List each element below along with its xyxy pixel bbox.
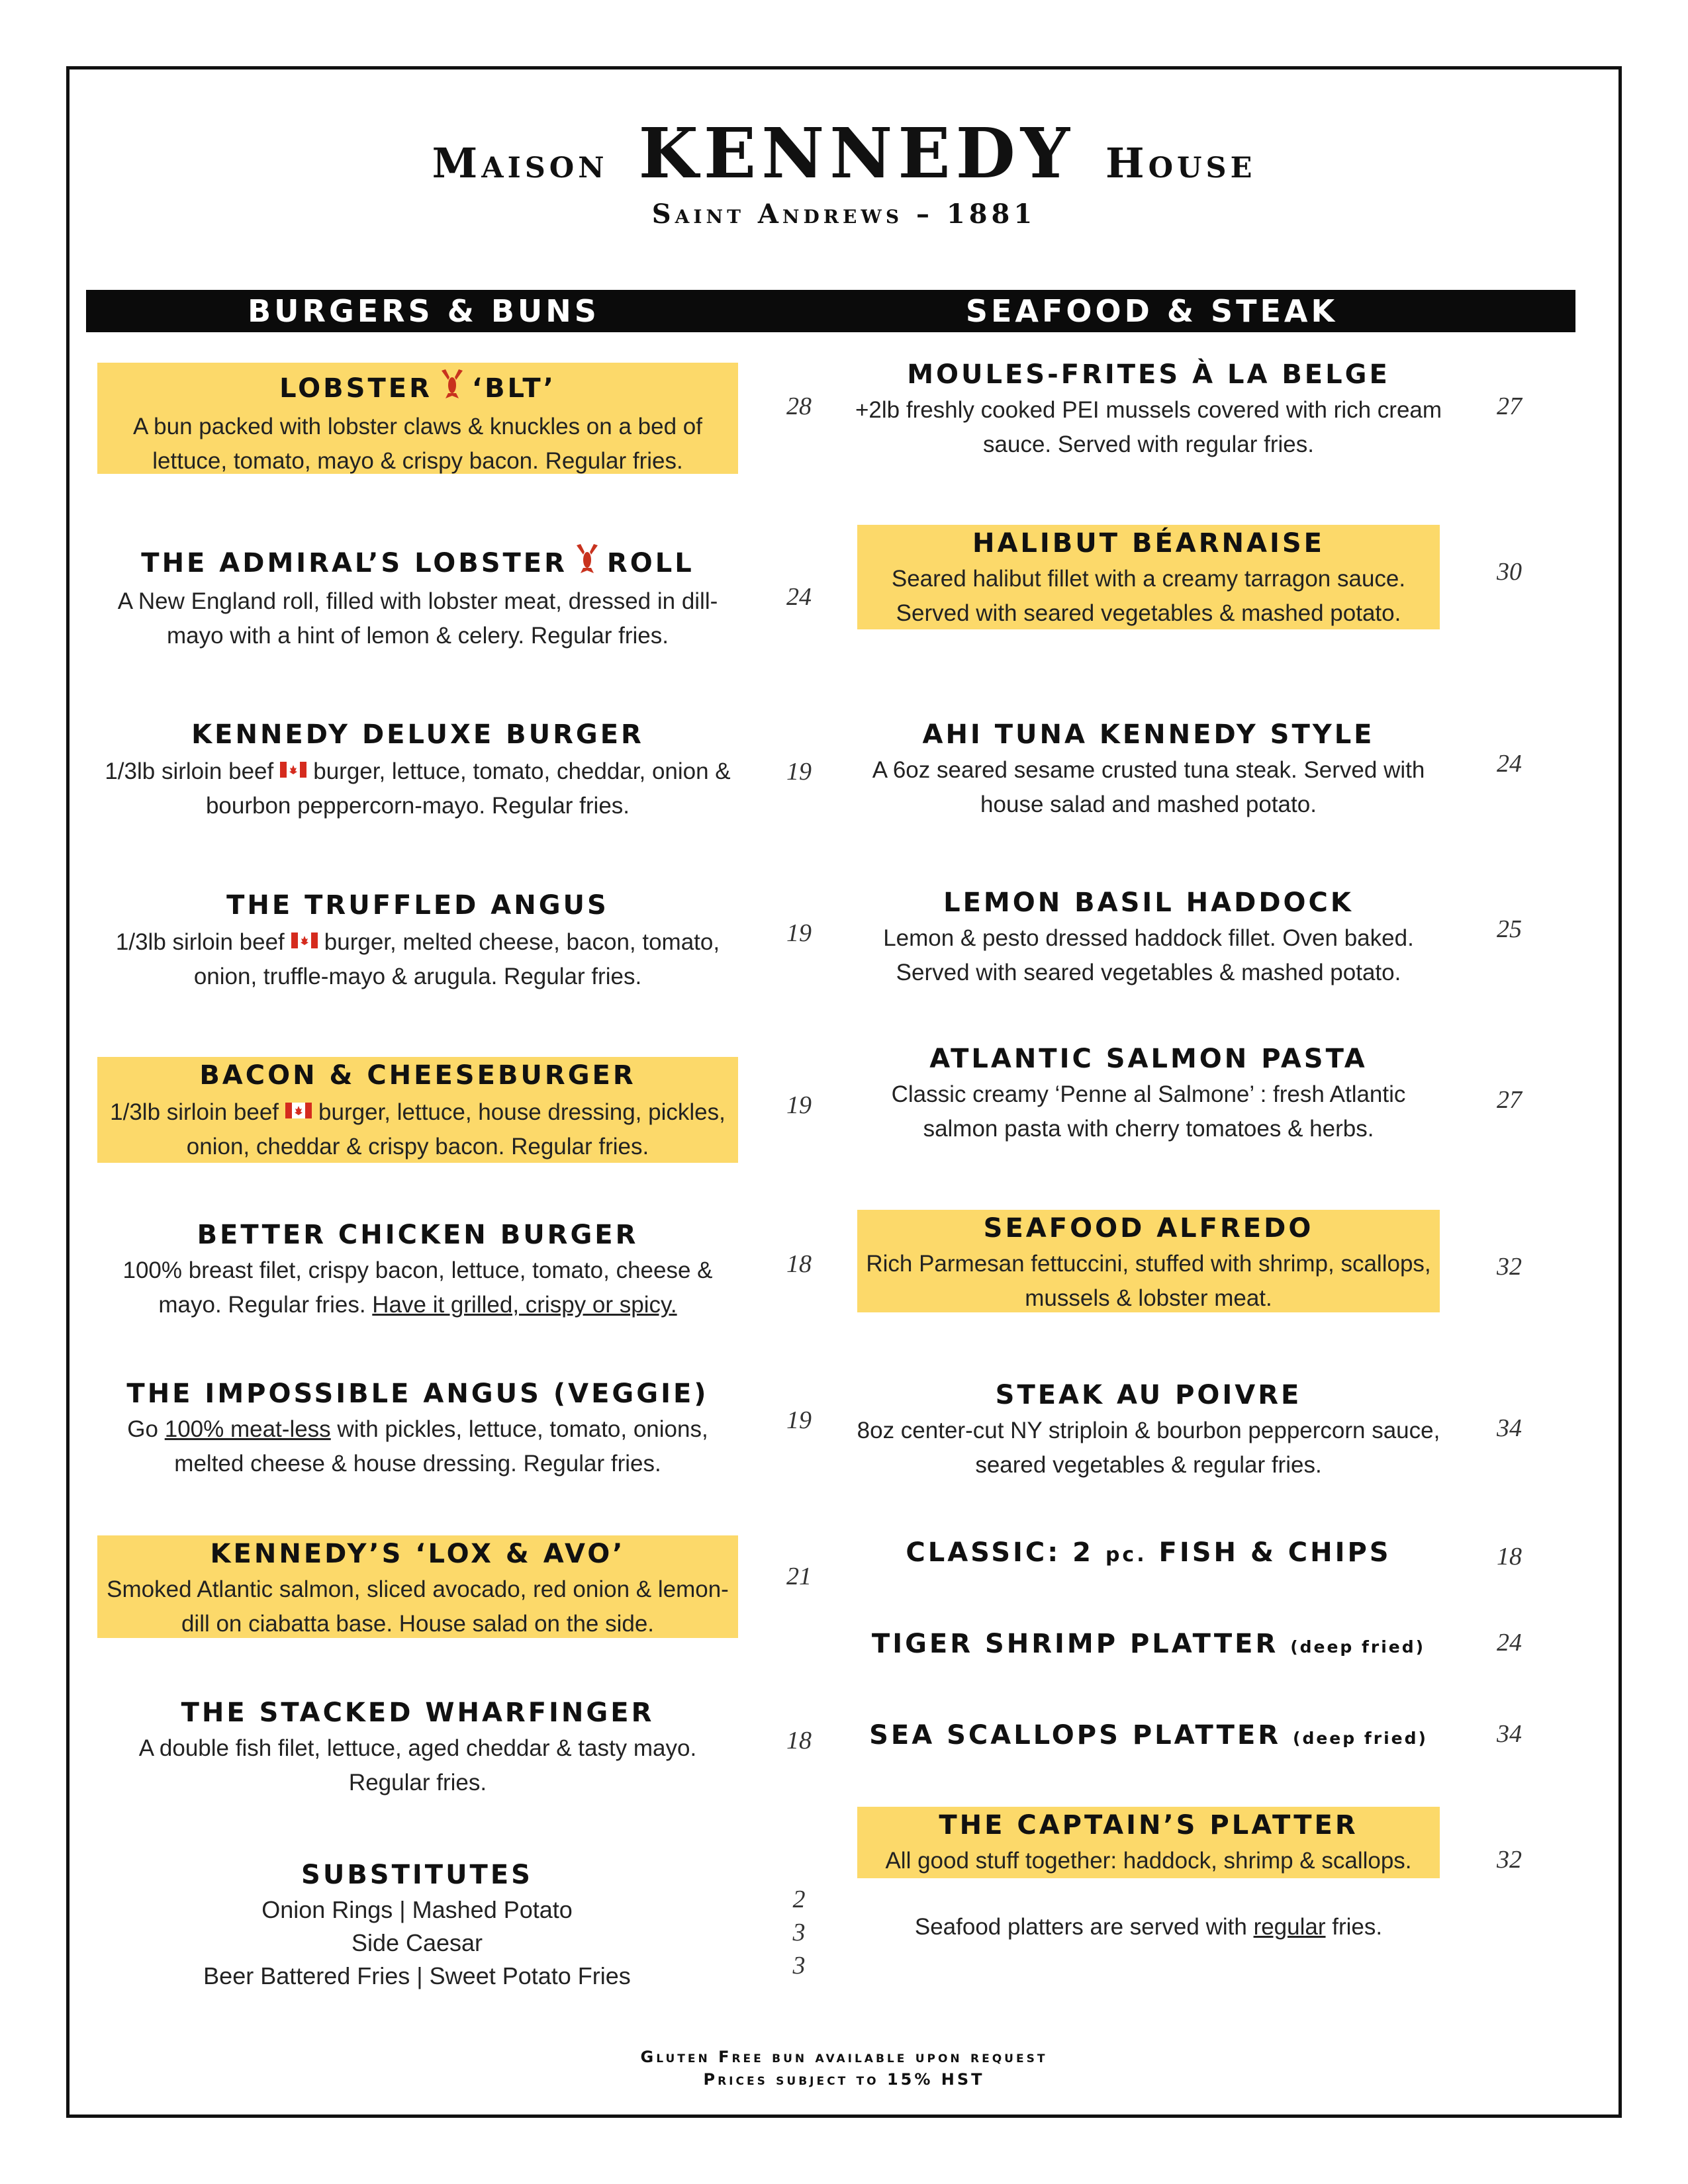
substitute-row: Onion Rings | Mashed Potato xyxy=(261,1896,573,1923)
item-name: THE IMPOSSIBLE ANGUS (VEGGIE) xyxy=(126,1379,709,1409)
item-price: 21 xyxy=(786,1563,812,1590)
item-description: Smoked Atlantic salmon, sliced avocado, red onion & lemon-dill on ciabatta base. House salad on the side. xyxy=(107,1576,729,1637)
item-price: 28 xyxy=(786,392,812,420)
lobster-icon xyxy=(439,367,465,410)
substitute-price: 3 xyxy=(792,1952,806,1979)
brand-main: KENNEDY xyxy=(638,113,1076,194)
item-description: 100% breast filet, crispy bacon, lettuce, tomato, cheese & mayo. Regular fries. Have it grilled, crispy or spicy. xyxy=(122,1257,713,1318)
item-description: Rich Parmesan fettuccini, stuffed with shrimp, scallops, mussels & lobster meat. xyxy=(866,1251,1431,1311)
item-description: Classic creamy ‘Penne al Salmone’ : fresh Atlantic salmon pasta with cherry tomatoes & herbs. xyxy=(891,1081,1406,1142)
tagline: Saint Andrews – 1881 xyxy=(651,199,1037,230)
substitute-price: 2 xyxy=(792,1886,806,1913)
item-price: 34 xyxy=(1497,1720,1522,1748)
menu-item-lox-avo xyxy=(97,1535,738,1638)
menu-item-kennedy-deluxe xyxy=(97,716,738,823)
item-name: SEA SCALLOPS PLATTER (deep fried) xyxy=(869,1720,1428,1751)
item-price: 24 xyxy=(786,583,812,611)
item-price: 19 xyxy=(786,758,812,786)
item-name: CLASSIC: 2 pc. FISH & CHIPS xyxy=(906,1537,1391,1568)
item-option-note: Have it grilled, crispy or spicy. xyxy=(372,1292,677,1318)
canada-flag-icon xyxy=(285,1094,312,1128)
item-name: STEAK AU POIVRE xyxy=(995,1380,1302,1410)
item-name: AHI TUNA KENNEDY STYLE xyxy=(922,719,1375,750)
item-price: 30 xyxy=(1497,558,1522,586)
item-price: 19 xyxy=(786,1091,812,1119)
restaurant-name xyxy=(0,113,1688,194)
item-name: BACON & CHEESEBURGER xyxy=(199,1060,636,1091)
canada-flag-icon xyxy=(291,924,318,958)
platter-note: Seafood platters are served with regular fries. xyxy=(914,1914,1383,1940)
item-name: MOULES-FRITES À LA BELGE xyxy=(907,359,1390,390)
item-price: 27 xyxy=(1497,392,1522,420)
item-price: 19 xyxy=(786,1406,812,1434)
item-price: 24 xyxy=(1497,1629,1522,1657)
item-name: THE ADMIRAL’S LOBSTER ROLL xyxy=(97,541,738,584)
item-description: Go 100% meat-less with pickles, lettuce, tomato, onions, melted cheese & house dressing. Regular fries. xyxy=(127,1416,708,1477)
item-price: 18 xyxy=(786,1250,812,1278)
item-price: 27 xyxy=(1497,1086,1522,1114)
item-price: 34 xyxy=(1497,1414,1522,1442)
item-price: 19 xyxy=(786,919,812,947)
item-name: SEAFOOD ALFREDO xyxy=(983,1213,1314,1244)
brand-left: Maison xyxy=(432,139,608,187)
menu-item-ahi-tuna xyxy=(854,716,1443,822)
item-name: LOBSTER ‘BLT’ xyxy=(97,367,738,410)
substitutes-section xyxy=(113,1856,722,1993)
menu-item-admirals-lobster-roll xyxy=(97,541,738,653)
item-description: +2lb freshly cooked PEI mussels covered with rich cream sauce. Served with regular fries. xyxy=(855,397,1442,457)
section-title-burgers: BURGERS & BUNS xyxy=(248,293,600,329)
item-price: 18 xyxy=(786,1727,812,1754)
menu-item-fish-chips xyxy=(854,1534,1443,1574)
tax-note: Prices subject to 15% HST xyxy=(703,2070,985,2089)
substitute-row: Beer Battered Fries | Sweet Potato Fries xyxy=(203,1962,631,1989)
menu-item-truffled-angus xyxy=(97,887,738,994)
item-description: 8oz center-cut NY striploin & bourbon peppercorn sauce, seared vegetables & regular fries. xyxy=(857,1418,1440,1478)
lobster-icon xyxy=(574,541,600,584)
menu-item-sea-scallops xyxy=(854,1717,1443,1757)
menu-item-halibut-bearnaise xyxy=(857,525,1440,629)
gluten-free-note: Gluten Free bun available upon request xyxy=(640,2048,1048,2066)
item-name: KENNEDY DELUXE BURGER xyxy=(191,719,644,750)
menu-item-atlantic-salmon-pasta xyxy=(854,1040,1443,1146)
item-name: TIGER SHRIMP PLATTER (deep fried) xyxy=(871,1629,1426,1659)
menu-item-steak-au-poivre xyxy=(854,1377,1443,1482)
substitute-price: 3 xyxy=(792,1919,806,1946)
item-name: LEMON BASIL HADDOCK xyxy=(943,887,1354,918)
menu-item-lobster-blt xyxy=(97,363,738,474)
item-price: 25 xyxy=(1497,915,1522,943)
item-name: ATLANTIC SALMON PASTA xyxy=(929,1044,1368,1074)
item-price: 24 xyxy=(1497,750,1522,778)
item-price: 32 xyxy=(1497,1253,1522,1281)
menu-item-lemon-basil-haddock xyxy=(854,884,1443,990)
menu-item-seafood-alfredo xyxy=(857,1210,1440,1312)
item-description: A New England roll, filled with lobster meat, dressed in dill-mayo with a hint of lemon & celery. Regular fries. xyxy=(117,588,718,649)
item-name: THE STACKED WHARFINGER xyxy=(181,1698,655,1728)
item-name: HALIBUT BÉARNAISE xyxy=(972,528,1325,559)
menu-item-captains-platter xyxy=(857,1807,1440,1878)
item-description: Seared halibut fillet with a creamy tarragon sauce. Served with seared vegetables & mashed potato. xyxy=(891,566,1406,626)
item-description: 1/3lb sirloin beef burger, melted cheese, bacon, tomato, onion, truffle-mayo & arugula. Regular fries. xyxy=(97,924,738,994)
item-name: KENNEDY’S ‘LOX & AVO’ xyxy=(210,1539,626,1569)
menu-item-impossible-angus xyxy=(97,1375,738,1481)
item-name: BETTER CHICKEN BURGER xyxy=(197,1220,639,1250)
item-name: THE CAPTAIN’S PLATTER xyxy=(939,1810,1358,1841)
substitutes-title: SUBSTITUTES xyxy=(301,1860,533,1890)
menu-item-stacked-wharfinger xyxy=(97,1694,738,1800)
item-description: A double fish filet, lettuce, aged cheddar & tasty mayo. Regular fries. xyxy=(138,1735,697,1796)
brand-right: House xyxy=(1105,139,1256,187)
item-description: Lemon & pesto dressed haddock fillet. Oven baked. Served with seared vegetables & mashed potato. xyxy=(883,925,1414,985)
item-description: 1/3lb sirloin beef burger, lettuce, house dressing, pickles, onion, cheddar & crispy bacon. Regular fries. xyxy=(97,1094,738,1164)
menu-item-moules-frites xyxy=(854,356,1443,462)
canada-flag-icon xyxy=(280,753,306,788)
item-name: THE TRUFFLED ANGUS xyxy=(226,890,609,921)
item-price: 32 xyxy=(1497,1846,1522,1874)
menu-item-better-chicken xyxy=(97,1216,738,1322)
menu-item-bacon-cheeseburger xyxy=(97,1057,738,1163)
item-description: 1/3lb sirloin beef burger, lettuce, tomato, cheddar, onion & bourbon peppercorn-mayo. Regular fries. xyxy=(97,753,738,823)
item-description: A bun packed with lobster claws & knuckles on a bed of lettuce, tomato, mayo & crispy bacon. Regular fries. xyxy=(133,414,702,474)
item-price: 18 xyxy=(1497,1543,1522,1570)
section-title-seafood: SEAFOOD & STEAK xyxy=(965,293,1338,329)
substitute-row: Side Caesar xyxy=(351,1929,483,1956)
item-description: A 6oz seared sesame crusted tuna steak. Served with house salad and mashed potato. xyxy=(872,757,1425,817)
menu-item-tiger-shrimp xyxy=(854,1625,1443,1666)
item-description: All good stuff together: haddock, shrimp & scallops. xyxy=(885,1848,1412,1874)
meatless-note: 100% meat-less xyxy=(164,1416,331,1442)
